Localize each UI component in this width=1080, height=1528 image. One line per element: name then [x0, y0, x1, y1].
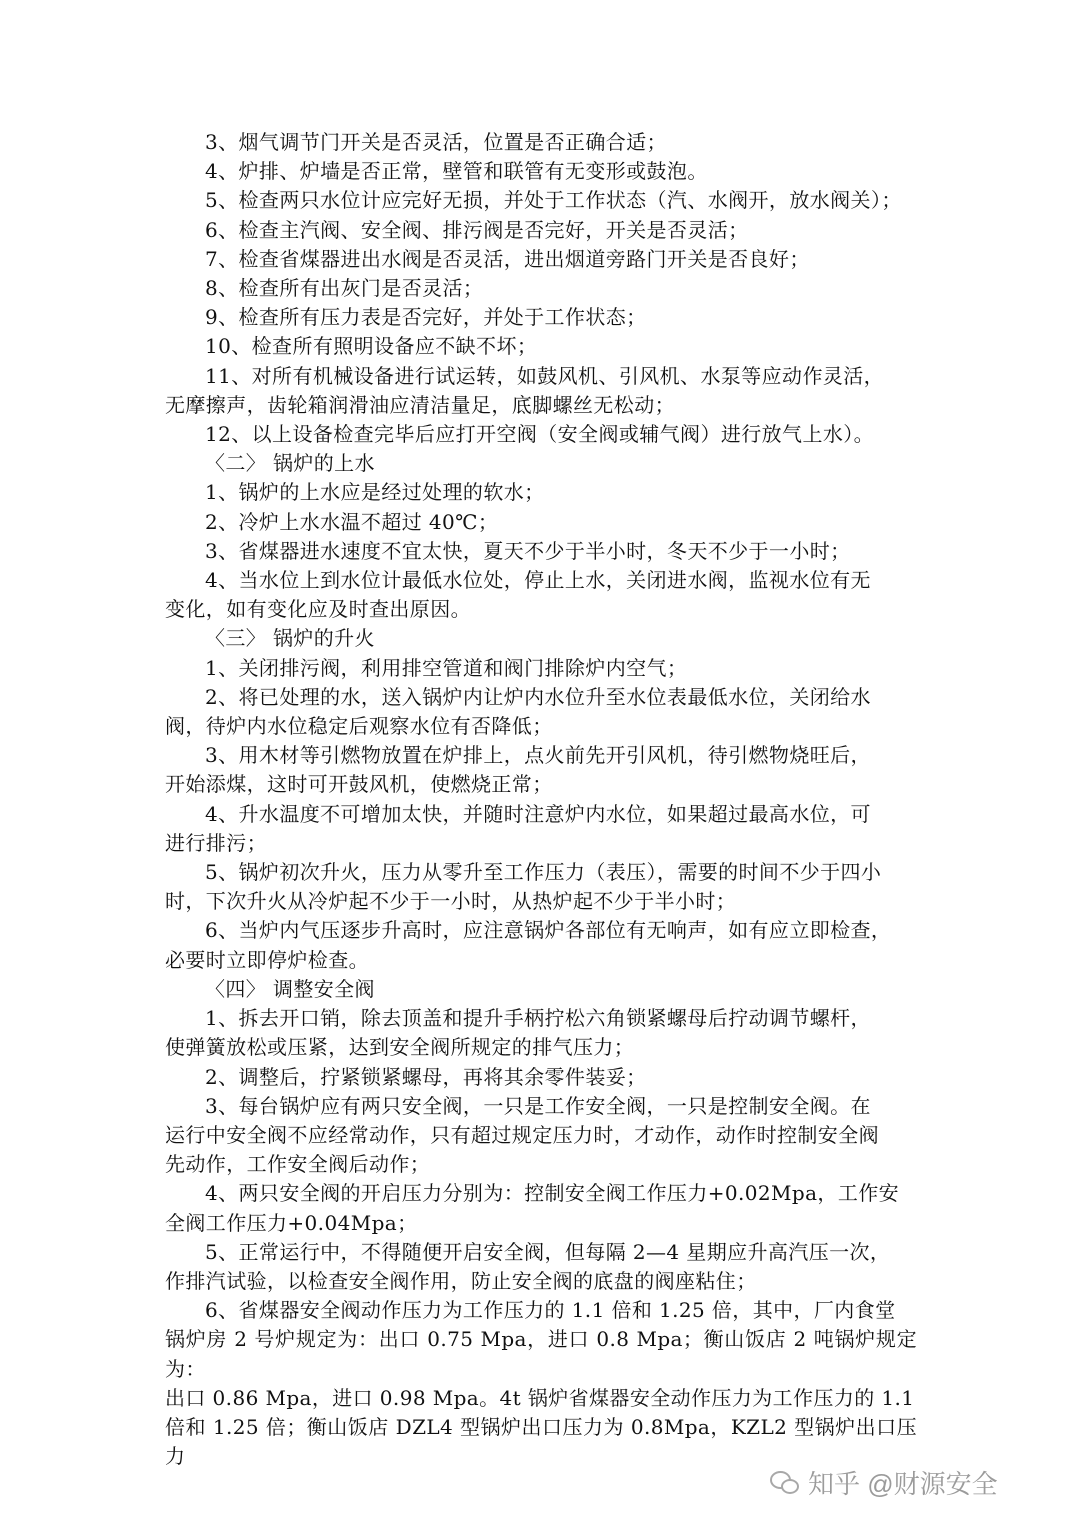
- text-line: 全阀工作压力+0.04Mpa；: [165, 1210, 418, 1235]
- text-line: 1、关闭排污阀，利用排空管道和阀门排除炉内空气；: [205, 655, 688, 680]
- text-line: 5、锅炉初次升火，压力从零升至工作压力（表压），需要的时间不少于四小: [205, 860, 882, 885]
- section-heading: [165, 624, 917, 653]
- text-line: 9、检查所有压力表是否完好，并处于工作状态；: [205, 305, 647, 330]
- text-line: 4、当水位上到水位计最低水位处，停止上水，关闭进水阀，监视水位有无: [205, 568, 871, 593]
- text-line: 3、烟气调节门开关是否灵活，位置是否正确合适；: [205, 130, 667, 154]
- text-line: 3、用木材等引燃物放置在炉排上，点火前先开引风机，待引燃物烧旺后，: [205, 743, 871, 768]
- text-line: 8、检查所有出灰门是否灵活；: [205, 276, 484, 301]
- paragraph: [165, 420, 917, 449]
- paragraph: [165, 741, 917, 799]
- text-line: 5、正常运行中，不得随便开启安全阀，但每隔 2—4 星期应升高汽压一次，: [205, 1239, 891, 1264]
- text-line: 时，下次升火从冷炉起不少于一小时，从热炉起不少于半小时；: [165, 889, 737, 914]
- paragraph: [165, 1179, 917, 1237]
- text-line: 〈三〉 锅炉的升火: [205, 626, 375, 651]
- paragraph: [165, 274, 917, 303]
- watermark-text: 知乎 @财源安全: [808, 1468, 998, 1499]
- paragraph: [165, 1063, 917, 1092]
- paragraph: [165, 916, 917, 974]
- text-line: 6、当炉内气压逐步升高时，应注意锅炉各部位有无响声，如有应立即检查，: [205, 918, 892, 943]
- text-line: 作排汽试验，以检查安全阀作用，防止安全阀的底盘的阀座粘住；: [165, 1268, 757, 1293]
- paragraph: [165, 1238, 917, 1296]
- paragraph: [165, 566, 917, 624]
- paragraph: [165, 303, 917, 332]
- paragraph: [165, 508, 917, 537]
- text-line: 必要时立即停炉检查。: [165, 947, 369, 972]
- section-heading: [165, 449, 917, 478]
- watermark: [770, 1462, 998, 1502]
- text-line: 12、以上设备检查完毕后应打开空阀（安全阀或辅气阀）进行放气上水）。: [205, 422, 875, 447]
- text-line: 6、省煤器安全阀动作压力为工作压力的 1.1 倍和 1.25 倍，其中，厂内食堂: [205, 1298, 896, 1323]
- text-line: 开始添煤，这时可开鼓风机，使燃烧正常；: [165, 772, 553, 797]
- text-line: 3、每台锅炉应有两只安全阀，一只是工作安全阀，一只是控制安全阀。在: [205, 1093, 871, 1118]
- paragraph: [165, 216, 917, 245]
- text-line: 2、冷炉上水水温不超过 40℃；: [205, 509, 499, 534]
- paragraph: [165, 478, 917, 507]
- text-line: 〈四〉 调整安全阀: [205, 976, 375, 1001]
- text-line: 使弹簧放松或压紧，达到安全阀所规定的排气压力；: [165, 1035, 635, 1060]
- paragraph: [165, 1004, 917, 1062]
- section-heading: [165, 975, 917, 1004]
- text-line: 〈二〉 锅炉的上水: [205, 451, 375, 476]
- text-line: 倍和 1.25 倍；衡山饭店 DZL4 型锅炉出口压力为 0.8Mpa，KZL2 型锅炉出口压力: [165, 1414, 917, 1469]
- text-line: 变化，如有变化应及时查出原因。: [165, 597, 471, 622]
- wechat-icon: [770, 1471, 798, 1493]
- text-line: 先动作，工作安全阀后动作；: [165, 1152, 431, 1177]
- paragraph: [165, 1296, 917, 1471]
- text-line: 11、对所有机械设备进行试运转，如鼓风机、引风机、水泵等应动作灵活，: [205, 363, 885, 388]
- text-line: 运行中安全阀不应经常动作，只有超过规定压力时，才动作，动作时控制安全阀: [165, 1122, 879, 1147]
- paragraph: [165, 128, 917, 157]
- text-line: 无摩擦声，齿轮箱润滑油应清洁量足，底脚螺丝无松动；: [165, 392, 675, 417]
- text-line: 进行排污；: [165, 830, 267, 855]
- text-line: 4、炉排、炉墙是否正常，壁管和联管有无变形或鼓泡。: [205, 159, 708, 184]
- text-line: 1、锅炉的上水应是经过处理的软水；: [205, 480, 545, 505]
- paragraph: [165, 362, 917, 420]
- document-body: [165, 128, 917, 1471]
- text-line: 5、检查两只水位计应完好无损，并处于工作状态（汽、水阀开，放水阀关）；: [205, 188, 902, 213]
- text-line: 出口 0.86 Mpa，进口 0.98 Mpa。4t 锅炉省煤器安全动作压力为工作压力的 1.1: [165, 1385, 915, 1410]
- text-line: 4、两只安全阀的开启压力分别为：控制安全阀工作压力+0.02Mpa，工作安: [205, 1181, 900, 1206]
- text-line: 2、将已处理的水，送入锅炉内让炉内水位升至水位表最低水位，关闭给水: [205, 684, 871, 709]
- text-line: 6、检查主汽阀、安全阀、排污阀是否完好，开关是否灵活；: [205, 217, 749, 242]
- paragraph: [165, 332, 917, 361]
- paragraph: [165, 858, 917, 916]
- text-line: 锅炉房 2 号炉规定为：出口 0.75 Mpa，进口 0.8 Mpa；衡山饭店 2 吨锅炉规定为：: [165, 1327, 917, 1381]
- paragraph: [165, 683, 917, 741]
- text-line: 1、拆去开口销，除去顶盖和提升手柄拧松六角锁紧螺母后拧动调节螺杆，: [205, 1006, 871, 1031]
- paragraph: [165, 654, 917, 683]
- text-line: 4、升水温度不可增加太快，并随时注意炉内水位，如果超过最高水位，可: [205, 801, 871, 826]
- text-line: 10、检查所有照明设备应不缺不坏；: [205, 334, 538, 359]
- text-line: 7、检查省煤器进出水阀是否灵活，进出烟道旁路门开关是否良好；: [205, 246, 810, 271]
- text-line: 3、省煤器进水速度不宜太快，夏天不少于半小时，冬天不少于一小时；: [205, 538, 851, 563]
- paragraph: [165, 186, 917, 215]
- paragraph: [165, 1092, 917, 1180]
- paragraph: [165, 245, 917, 274]
- text-line: 2、调整后，拧紧锁紧螺母，再将其余零件装妥；: [205, 1064, 647, 1089]
- paragraph: [165, 157, 917, 186]
- paragraph: [165, 800, 917, 858]
- text-line: 阀，待炉内水位稳定后观察水位有否降低；: [165, 714, 553, 739]
- paragraph: [165, 537, 917, 566]
